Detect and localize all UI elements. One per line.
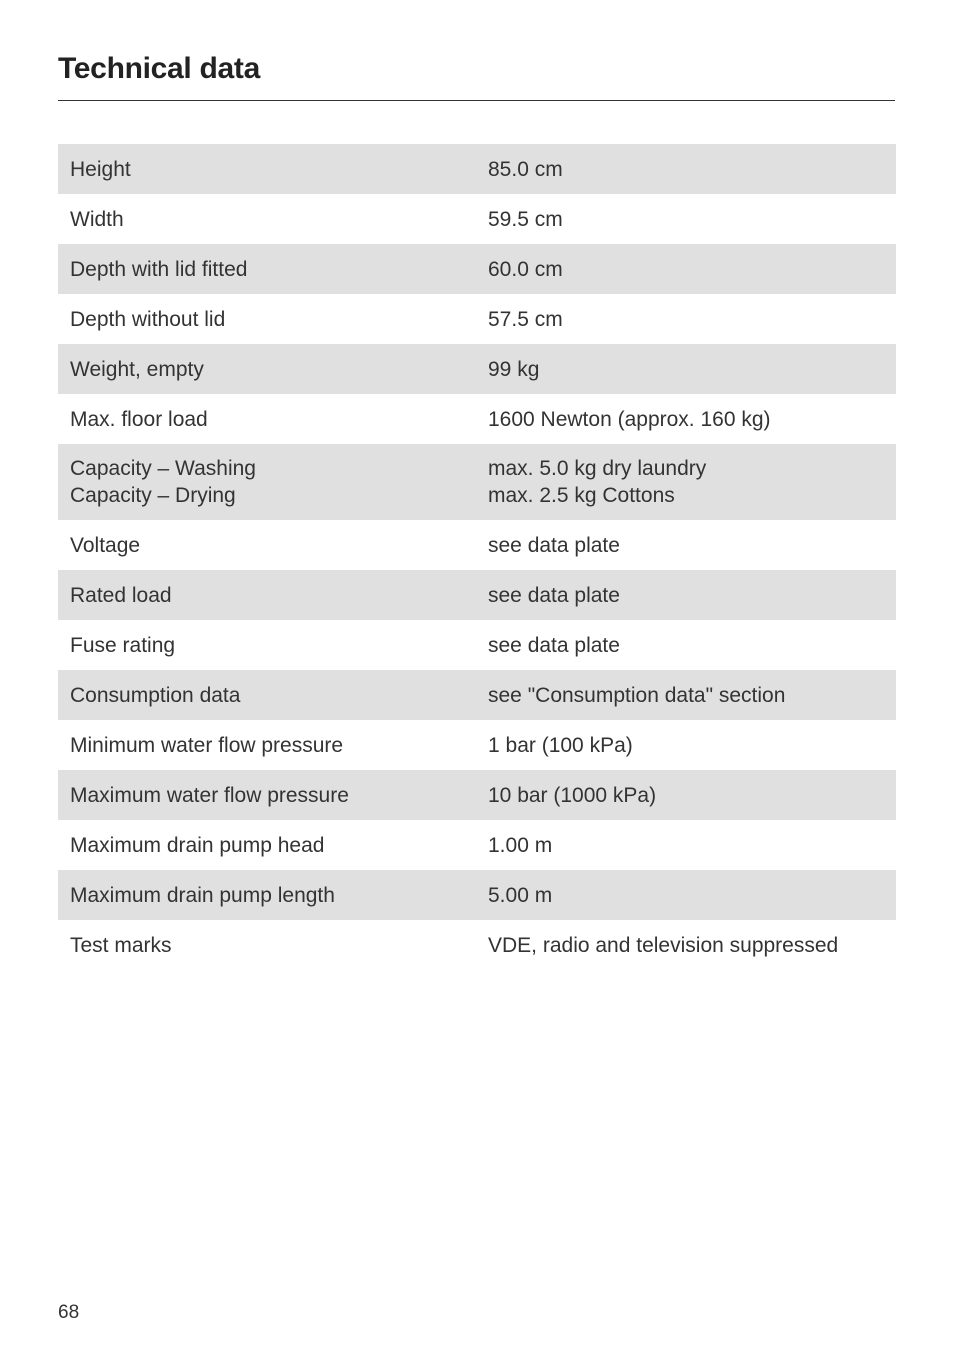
spec-label: Maximum drain pump length [70, 883, 335, 907]
table-row [58, 244, 896, 294]
table-row [58, 770, 896, 820]
spec-value: see data plate [488, 583, 620, 607]
spec-value: 99 kg [488, 357, 540, 381]
table-row [58, 570, 896, 620]
spec-value: 85.0 cm [488, 157, 563, 181]
title-divider [58, 100, 895, 101]
spec-value: VDE, radio and television suppressed [488, 933, 839, 957]
spec-value: 1.00 m [488, 833, 553, 857]
spec-label: Weight, empty [70, 357, 204, 381]
table-row [58, 720, 896, 770]
spec-value: 5.00 m [488, 883, 553, 907]
spec-value: 10 bar (1000 kPa) [488, 783, 657, 807]
spec-label: Rated load [70, 583, 172, 607]
spec-label: Depth with lid fitted [70, 257, 248, 281]
spec-value: 59.5 cm [488, 207, 563, 231]
table-row [58, 394, 896, 444]
spec-label: Width [70, 207, 124, 231]
spec-value: 60.0 cm [488, 257, 563, 281]
spec-value: 57.5 cm [488, 307, 563, 331]
table-row [58, 294, 896, 344]
spec-label: Fuse rating [70, 633, 176, 657]
table-row [58, 620, 896, 670]
spec-label [58, 455, 476, 509]
table-row [58, 144, 896, 194]
spec-value: see "Consumption data" section [488, 683, 786, 707]
spec-value [476, 455, 896, 509]
spec-label: Minimum water flow pressure [70, 733, 344, 757]
page-title: Technical data [58, 52, 260, 85]
table-row [58, 870, 896, 920]
spec-label: Height [70, 157, 131, 181]
spec-value: see data plate [488, 633, 620, 657]
spec-label-line: Capacity – Drying [70, 484, 236, 507]
table-row [58, 444, 896, 520]
spec-value-line: max. 2.5 kg Cottons [488, 484, 675, 507]
spec-label: Maximum water flow pressure [70, 783, 349, 807]
spec-label: Max. floor load [70, 407, 208, 431]
spec-value: 1600 Newton (approx. 160 kg) [488, 407, 771, 431]
spec-label: Test marks [70, 933, 172, 957]
spec-label: Consumption data [70, 683, 241, 707]
technical-data-table [58, 144, 896, 970]
spec-value: see data plate [488, 533, 620, 557]
spec-label-line: Capacity – Washing [70, 457, 256, 480]
spec-value: 1 bar (100 kPa) [488, 733, 633, 757]
table-row [58, 520, 896, 570]
spec-label: Voltage [70, 533, 141, 557]
table-row [58, 344, 896, 394]
spec-label: Depth without lid [70, 307, 226, 331]
spec-label: Maximum drain pump head [70, 833, 325, 857]
table-row [58, 920, 896, 970]
page-number: 68 [58, 1302, 80, 1323]
table-row [58, 670, 896, 720]
table-row [58, 820, 896, 870]
spec-value-line: max. 5.0 kg dry laundry [488, 457, 707, 480]
table-row [58, 194, 896, 244]
